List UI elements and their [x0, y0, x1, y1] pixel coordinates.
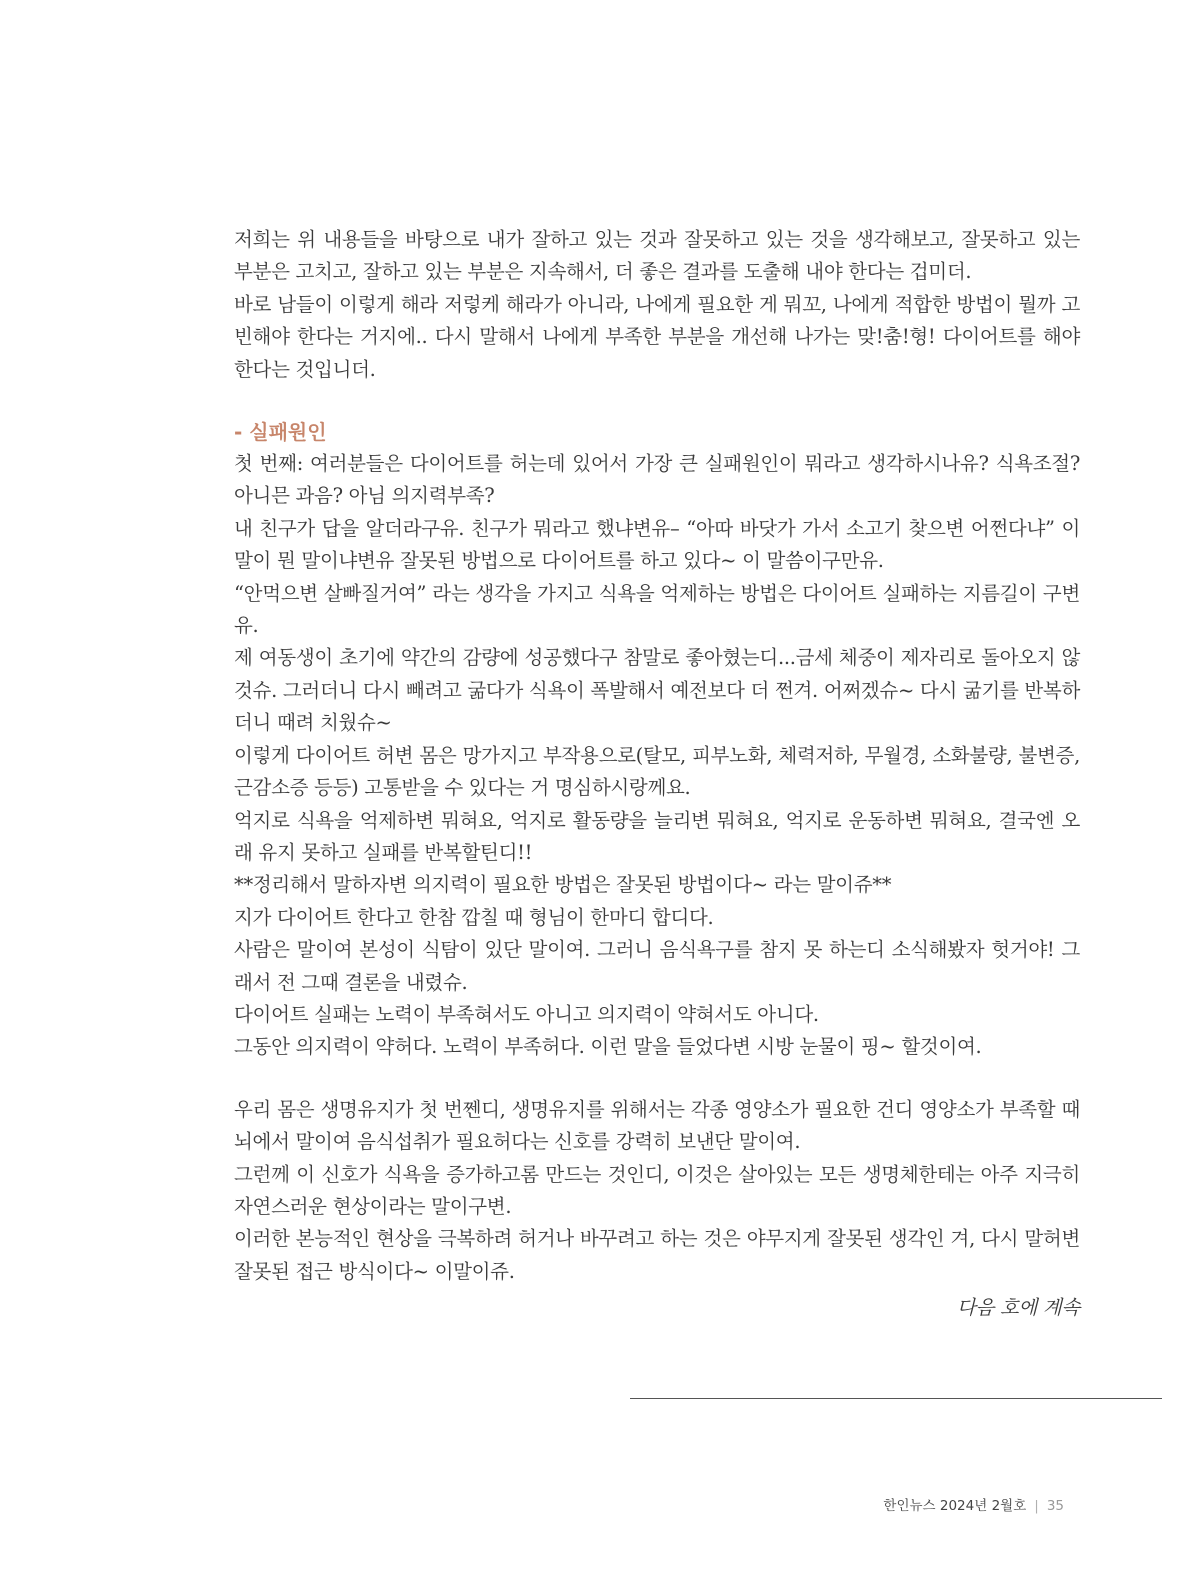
body-paragraph: 그런께 이 신호가 식욕을 증가하고롬 만드는 것인디, 이것은 살아있는 모든 생명체한테는 아주 지극히 자연스러운 현상이라는 말이구변. — [234, 1162, 1080, 1218]
article-body — [234, 224, 1080, 1325]
footer-divider — [630, 1398, 1162, 1399]
body-paragraph: 저희는 위 내용들을 바탕으로 내가 잘하고 있는 것과 잘못하고 있는 것을 생각해보고, 잘못하고 있는 부분은 고치고, 잘하고 있는 부분은 지속해서, 더 좋은 결과를 도출해 내야 한다는 겁미더. — [234, 228, 1080, 284]
body-paragraph: 그동안 의지력이 약허다. 노력이 부족허다. 이런 말을 들었다변 시방 눈물이 핑~ 할것이여. — [234, 1035, 982, 1059]
body-paragraph: 우리 몸은 생명유지가 첫 번쩬디, 생명유지를 위해서는 각종 영양소가 필요한 건디 영양소가 부족할 때 뇌에서 말이여 음식섭취가 필요허다는 신호를 강력히 보낸단 말이여. — [234, 1097, 1080, 1154]
paragraph-spacer — [234, 1064, 1080, 1094]
body-paragraph: 이렇게 다이어트 허변 몸은 망가지고 부작용으로(탈모, 피부노화, 체력저하, 무월경, 소화불량, 불변증, 근감소증 등등) 고통받을 수 있다는 거 명심하시랑께요. — [234, 743, 1080, 800]
body-paragraph: 첫 번째: 여러분들은 다이어트를 허는데 있어서 가장 큰 실패원인이 뭐라고 생각하시나유? 식욕조절? 아니믄 과음? 아님 의지력부족? — [234, 452, 1080, 508]
page-footer — [883, 1494, 1064, 1514]
body-paragraph: 이러한 본능적인 현상을 극복하려 허거나 바꾸려고 하는 것은 야무지게 잘못된 생각인 겨, 다시 말허변 잘못된 접근 방식이다~ 이말이쥬. — [234, 1227, 1080, 1283]
page-number: 35 — [1046, 1498, 1064, 1514]
publication-name: 한인뉴스 2024년 2월호 — [883, 1498, 1027, 1514]
body-paragraph: 사람은 말이여 본성이 식탐이 있단 말이여. 그러니 음식욕구를 참지 못 하는디 소식해봤자 헛거야! 그래서 전 그때 결론을 내렸슈. — [234, 938, 1080, 994]
section-heading: - 실패원인 — [234, 420, 327, 445]
body-paragraph: 다이어트 실패는 노력이 부족혀서도 아니고 의지력이 약혀서도 아니다. — [234, 1002, 819, 1026]
body-paragraph: 내 친구가 답을 알더라구유. 친구가 뭐라고 했냐변유– “아따 바닷가 가서 소고기 찾으변 어쩐다냐” 이말이 뭔 말이냐변유 잘못된 방법으로 다이어트를 하고 있다~ 이 말씀이구만유. — [234, 516, 1080, 573]
body-paragraph: **정리해서 말하자변 의지력이 필요한 방법은 잘못된 방법이다~ 라는 말이쥬** — [234, 873, 892, 897]
body-paragraph: “안먹으변 살빠질거여” 라는 생각을 가지고 식욕을 억제하는 방법은 다이어트 실패하는 지름길이 구변유. — [234, 581, 1080, 638]
continued-note: 다음 호에 계속 — [956, 1296, 1080, 1320]
body-paragraph: 바로 남들이 이렇게 해라 저렇케 해라가 아니라, 나에게 필요한 게 뭐꼬, 나에게 적합한 방법이 뭘까 고빈해야 한다는 거지에.. 다시 말해서 나에게 부족한 부분을 개선해 나가는 맞!춤!형! 다이어트를 해야 한다는 것입니더. — [234, 292, 1080, 381]
body-paragraph: 제 여동생이 초기에 약간의 감량에 성공했다구 참말로 좋아혔는디...금세 체중이 제자리로 돌아오지 않것슈. 그러더니 다시 빼려고 굶다가 식욕이 폭발해서 예전보다 더 쩐겨. 어쩌겠슈~ 다시 굶기를 반복하더니 때려 치웠슈~ — [234, 646, 1080, 735]
paragraph-spacer — [234, 386, 1080, 416]
body-paragraph: 억지로 식욕을 억제하변 뭐혀요, 억지로 활동량을 늘리변 뭐혀요, 억지로 운동하변 뭐혀요, 결국엔 오래 유지 못하고 실패를 반복할틴디!! — [234, 808, 1080, 864]
footer-separator: | — [1034, 1498, 1039, 1514]
body-paragraph: 지가 다이어트 한다고 한참 깝칠 때 형님이 한마디 합디다. — [234, 905, 714, 929]
